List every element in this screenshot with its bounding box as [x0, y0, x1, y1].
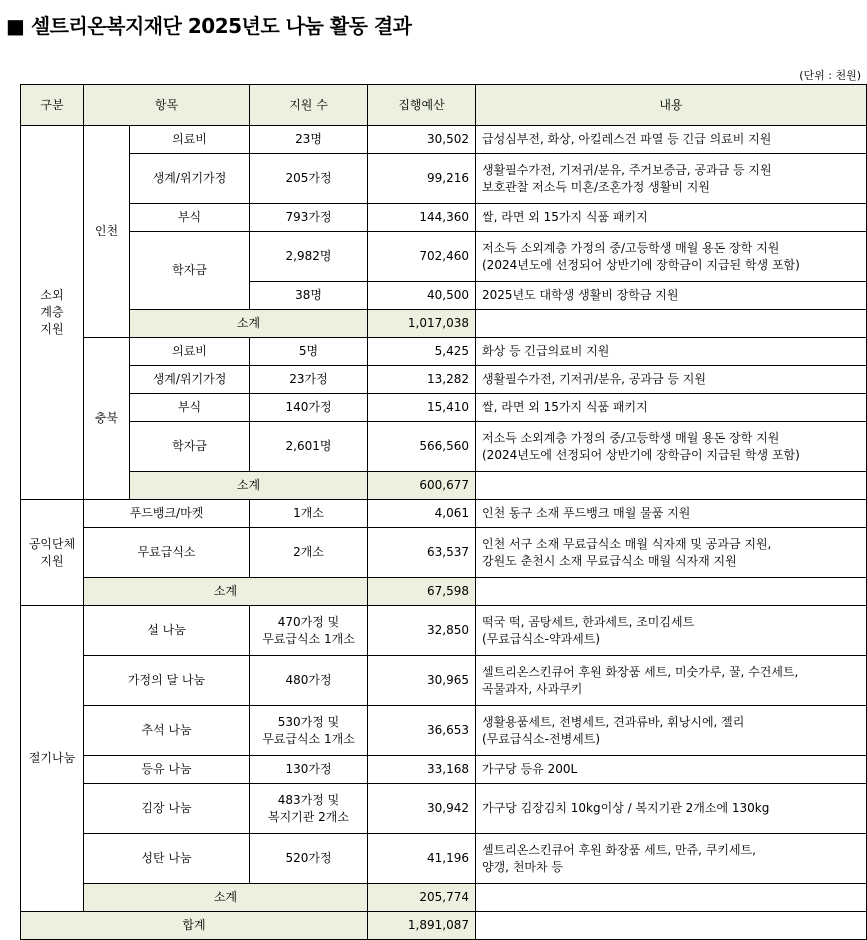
count-cell: 530가정 및 무료급식소 1개소 [250, 706, 368, 756]
content-cell: 셀트리온스킨큐어 후원 화장품 세트, 미숫가루, 꿀, 수건세트, 곡물과자, 사과쿠키 [476, 656, 867, 706]
item-cell: 가정의 달 나눔 [84, 656, 250, 706]
content-cell: 인천 서구 소재 무료급식소 매월 식자재 및 공과금 지원, 강원도 춘천시 소재 무료급식소 매월 식자재 지원 [476, 528, 867, 578]
section-label-public-orgs: 공익단체 지원 [21, 500, 84, 606]
content-cell: 셀트리온스킨큐어 후원 화장품 세트, 만쥬, 쿠키세트, 양갱, 천마차 등 [476, 834, 867, 884]
region-label-incheon: 인천 [84, 126, 130, 338]
subtotal-label: 소계 [84, 578, 368, 606]
subtotal-value: 205,774 [368, 884, 476, 912]
item-cell: 학자금 [130, 232, 250, 310]
count-cell: 520가정 [250, 834, 368, 884]
subtotal-label: 소계 [84, 884, 368, 912]
item-cell: 무료급식소 [84, 528, 250, 578]
budget-cell: 40,500 [368, 282, 476, 310]
item-cell: 김장 나눔 [84, 784, 250, 834]
header-budget: 집행예산 [368, 85, 476, 126]
count-cell: 483가정 및 복지기관 2개소 [250, 784, 368, 834]
grand-total-value: 1,891,087 [368, 912, 476, 940]
content-cell: 생활용품세트, 전병세트, 견과류바, 휘낭시에, 젤리 (무료급식소-전병세트) [476, 706, 867, 756]
table-row [21, 706, 867, 756]
count-cell: 2개소 [250, 528, 368, 578]
content-cell: 생활필수가전, 기저귀/분유, 주거보증금, 공과금 등 지원 보호관찰 저소득 미혼/조혼가정 생활비 지원 [476, 154, 867, 204]
item-cell: 등유 나눔 [84, 756, 250, 784]
content-cell: 2025년도 대학생 생활비 장학금 지원 [476, 282, 867, 310]
item-cell: 설 나눔 [84, 606, 250, 656]
budget-cell: 30,942 [368, 784, 476, 834]
table-row [21, 656, 867, 706]
count-cell: 130가정 [250, 756, 368, 784]
grand-total-row [21, 912, 867, 940]
count-cell: 2,982명 [250, 232, 368, 282]
grand-total-label: 합계 [21, 912, 368, 940]
item-cell: 추석 나눔 [84, 706, 250, 756]
subtotal-row [21, 472, 867, 500]
count-cell: 205가정 [250, 154, 368, 204]
table-row [21, 756, 867, 784]
subtotal-label: 소계 [130, 310, 368, 338]
budget-cell: 566,560 [368, 422, 476, 472]
subtotal-value: 1,017,038 [368, 310, 476, 338]
count-cell: 480가정 [250, 656, 368, 706]
budget-cell: 63,537 [368, 528, 476, 578]
budget-cell: 144,360 [368, 204, 476, 232]
budget-cell: 15,410 [368, 394, 476, 422]
table-row [21, 606, 867, 656]
page-title: ■ 셀트리온복지재단 2025년도 나눔 활동 결과 [6, 14, 412, 38]
item-cell: 의료비 [130, 126, 250, 154]
item-cell: 학자금 [130, 422, 250, 472]
table-row [21, 834, 867, 884]
budget-cell: 13,282 [368, 366, 476, 394]
budget-cell: 5,425 [368, 338, 476, 366]
content-cell: 쌀, 라면 외 15가지 식품 패키지 [476, 204, 867, 232]
count-cell: 793가정 [250, 204, 368, 232]
subtotal-label: 소계 [130, 472, 368, 500]
table-row [21, 338, 867, 366]
content-cell: 가구당 김장김치 10kg이상 / 복지기관 2개소에 130kg [476, 784, 867, 834]
item-cell: 푸드뱅크/마켓 [84, 500, 250, 528]
table-row [21, 528, 867, 578]
header-content: 내용 [476, 85, 867, 126]
results-table [20, 84, 867, 940]
count-cell: 23가정 [250, 366, 368, 394]
table-row [21, 394, 867, 422]
header-item: 항목 [84, 85, 250, 126]
subtotal-value: 67,598 [368, 578, 476, 606]
content-cell: 저소득 소외계층 가정의 중/고등학생 매월 용돈 장학 지원 (2024년도에 선정되어 상반기에 장학금이 지급된 학생 포함) [476, 422, 867, 472]
count-cell: 470가정 및 무료급식소 1개소 [250, 606, 368, 656]
budget-cell: 41,196 [368, 834, 476, 884]
item-cell: 성탄 나눔 [84, 834, 250, 884]
budget-cell: 30,965 [368, 656, 476, 706]
table-row [21, 232, 867, 282]
content-cell: 인천 동구 소재 푸드뱅크 매월 물품 지원 [476, 500, 867, 528]
subtotal-row [21, 310, 867, 338]
budget-cell: 33,168 [368, 756, 476, 784]
budget-cell: 4,061 [368, 500, 476, 528]
content-cell: 급성심부전, 화상, 아킬레스건 파열 등 긴급 의료비 지원 [476, 126, 867, 154]
region-label-chungbuk: 충북 [84, 338, 130, 500]
budget-cell: 36,653 [368, 706, 476, 756]
table-row [21, 204, 867, 232]
table-row [21, 154, 867, 204]
subtotal-row [21, 884, 867, 912]
count-cell: 38명 [250, 282, 368, 310]
header-row [21, 85, 867, 126]
item-cell: 생계/위기가정 [130, 154, 250, 204]
budget-cell: 32,850 [368, 606, 476, 656]
budget-cell: 30,502 [368, 126, 476, 154]
count-cell: 1개소 [250, 500, 368, 528]
content-cell: 쌀, 라면 외 15가지 식품 패키지 [476, 394, 867, 422]
budget-cell: 702,460 [368, 232, 476, 282]
header-category: 구분 [21, 85, 84, 126]
count-cell: 23명 [250, 126, 368, 154]
content-cell: 가구당 등유 200L [476, 756, 867, 784]
content-cell: 화상 등 긴급의료비 지원 [476, 338, 867, 366]
header-count: 지원 수 [250, 85, 368, 126]
section-label-seasonal: 절기나눔 [21, 606, 84, 912]
item-cell: 의료비 [130, 338, 250, 366]
table-row [21, 500, 867, 528]
count-cell: 140가정 [250, 394, 368, 422]
item-cell: 부식 [130, 394, 250, 422]
table-row [21, 422, 867, 472]
count-cell: 5명 [250, 338, 368, 366]
table-row [21, 366, 867, 394]
section-label-underserved: 소외 계층 지원 [21, 126, 84, 500]
table-row [21, 126, 867, 154]
table-row [21, 784, 867, 834]
content-cell: 생활필수가전, 기저귀/분유, 공과금 등 지원 [476, 366, 867, 394]
item-cell: 생계/위기가정 [130, 366, 250, 394]
unit-note: (단위 : 천원) [799, 69, 861, 82]
item-cell: 부식 [130, 204, 250, 232]
subtotal-row [21, 578, 867, 606]
content-cell: 떡국 떡, 곰탕세트, 한과세트, 조미김세트 (무료급식소-약과세트) [476, 606, 867, 656]
count-cell: 2,601명 [250, 422, 368, 472]
subtotal-value: 600,677 [368, 472, 476, 500]
content-cell: 저소득 소외계층 가정의 중/고등학생 매월 용돈 장학 지원 (2024년도에 선정되어 상반기에 장학금이 지급된 학생 포함) [476, 232, 867, 282]
budget-cell: 99,216 [368, 154, 476, 204]
